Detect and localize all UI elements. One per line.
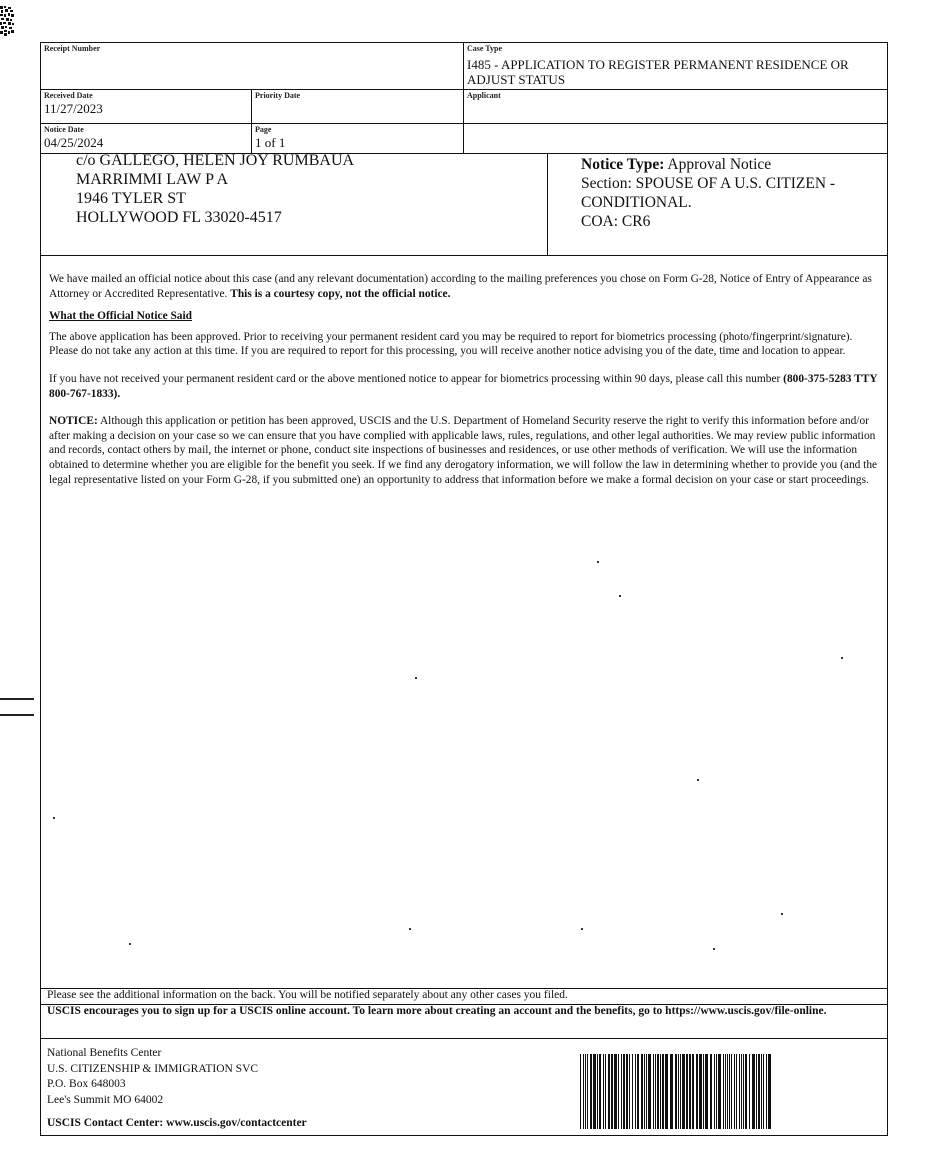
address-line: HOLLYWOOD FL 33020-4517 <box>76 209 282 226</box>
coa-line: COA: CR6 <box>581 213 651 230</box>
scan-speck <box>841 657 843 659</box>
office-address <box>47 1046 258 1108</box>
divider <box>547 153 548 255</box>
scan-speck <box>713 948 715 950</box>
courtesy-copy-text: This is a courtesy copy, not the official notice. <box>230 287 451 300</box>
divider <box>251 89 252 153</box>
scan-speck <box>415 677 417 679</box>
online-account-text: USCIS encourages you to sign up for a USCIS online account. To learn more about creating an account and the benefits, go to https://www.uscis.gov/file-online. <box>47 1005 827 1017</box>
biometrics-text: If you have not received your permanent resident card or the above mentioned notice to appear for biometrics processing within 90 days, please call this number <box>49 372 781 385</box>
notice-type-block <box>581 155 881 231</box>
phone-number: (800-375-5283 TTY 800-767-1833). <box>49 372 878 400</box>
fold-mark <box>0 714 34 716</box>
received-date-label: Received Date <box>44 91 93 100</box>
contact-center-text: USCIS Contact Center: www.uscis.gov/contactcenter <box>47 1117 307 1129</box>
office-line: Lee's Summit MO 64002 <box>47 1093 164 1106</box>
applicant-label: Applicant <box>467 91 501 100</box>
address-line: 1946 TYLER ST <box>76 190 186 207</box>
notice-label: NOTICE: <box>49 415 98 428</box>
divider <box>41 89 887 90</box>
scan-speck <box>409 928 411 930</box>
intro-paragraph <box>49 272 883 301</box>
fold-mark <box>0 698 34 700</box>
office-line: P.O. Box 648003 <box>47 1078 126 1090</box>
scan-speck <box>697 779 699 781</box>
scan-speck <box>53 817 55 819</box>
notice-date-value: 04/25/2024 <box>44 135 104 150</box>
section-heading: What the Official Notice Said <box>49 310 193 323</box>
scan-speck <box>129 943 131 945</box>
biometrics-paragraph <box>49 372 883 401</box>
divider <box>463 89 464 153</box>
notice-date-label: Notice Date <box>44 125 84 134</box>
notice-frame <box>40 42 888 1136</box>
barcode-icon <box>579 1054 774 1129</box>
notice-type-value: Approval Notice <box>667 156 772 173</box>
scan-speck <box>781 913 783 915</box>
intro-text: We have mailed an official notice about this case (and any relevant documentation) according to the mailing preferences you chose on Form G-28, Notice of Entry of Appearance as Attorney or Accredited Representative. <box>49 273 872 300</box>
scan-speck <box>597 561 599 563</box>
received-date-value: 11/27/2023 <box>44 101 103 116</box>
case-type-label: Case Type <box>467 44 503 53</box>
additional-info-text: Please see the additional information on the back. You will be notified separately about any other cases you filed. <box>47 989 568 1001</box>
priority-date-label: Priority Date <box>255 91 301 100</box>
scan-speck <box>581 928 583 930</box>
receipt-number-label: Receipt Number <box>44 44 101 53</box>
page-value: 1 of 1 <box>255 135 286 150</box>
notice-body <box>49 272 883 495</box>
divider <box>41 1038 887 1039</box>
scan-speck <box>619 595 621 597</box>
notice-type-label: Notice Type: <box>581 156 665 173</box>
office-line: U.S. CITIZENSHIP & IMMIGRATION SVC <box>47 1062 259 1075</box>
notice-text: Although this application or petition has been approved, USCIS and the U.S. Department of Homeland Security reserve the right to verify this information before and/or after making a decision on your case so we can ensure that you have complied with applicable laws, rules, regulations, and other legal authorities. We may review public information and records, contact others by mail, the internet or phone, conduct site inspections of businesses and residences, or use other methods of verification. We will use the information obtained to determine whether you are eligible for the benefit you seek. If we find any derogatory information, we will follow the law in determining whether to provide you (and the legal representative listed on your Form G-28, if you submitted one) an opportunity to address that information before we make a formal decision on your case or start proceedings. <box>49 415 878 486</box>
section-line: Section: SPOUSE OF A U.S. CITIZEN - <box>581 175 836 192</box>
office-line: National Benefits Center <box>47 1047 162 1059</box>
divider <box>41 123 887 124</box>
divider <box>41 255 887 256</box>
qr-code-icon <box>0 6 14 36</box>
divider <box>463 43 464 89</box>
case-type-value: I485 - APPLICATION TO REGISTER PERMANENT RESIDENCE OR <box>467 57 849 72</box>
approval-paragraph: The above application has been approved. Prior to receiving your permanent resident card you may be required to report for biometrics processing (photo/fingerprint/signature). Please do not take any action at this time. If you are required to report for this processing, you will receive another notice advising you of the date, time and location to appear. <box>49 330 853 358</box>
page-label: Page <box>255 125 272 134</box>
address-line: c/o GALLEGO, HELEN JOY RUMBAUA <box>76 152 355 169</box>
address-line: MARRIMMI LAW P A <box>76 171 229 188</box>
verification-notice <box>49 414 883 487</box>
case-type-value-continued: ADJUST STATUS <box>467 72 566 87</box>
mailing-address <box>76 151 354 227</box>
section-line: CONDITIONAL. <box>581 194 692 211</box>
